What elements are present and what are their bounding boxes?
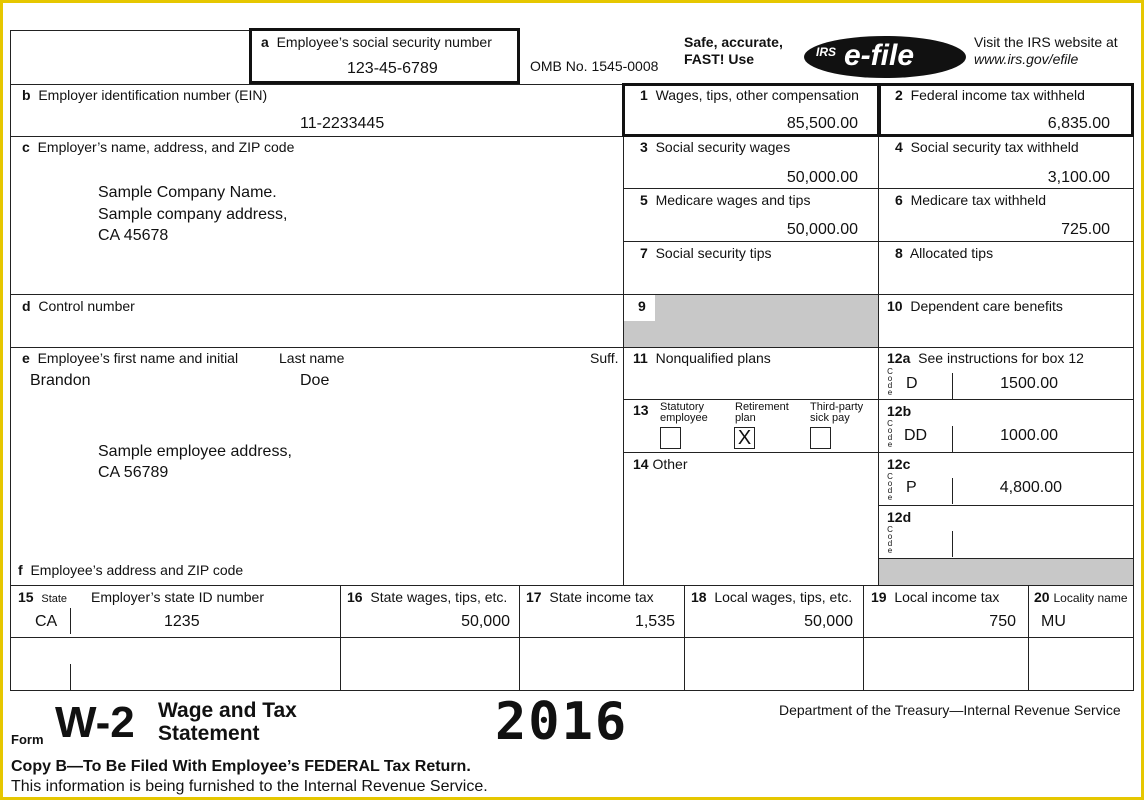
employee-city[interactable]: CA 56789 bbox=[98, 464, 169, 481]
form-title-2: Statement bbox=[158, 722, 260, 745]
efile-promo-2: FAST! Use bbox=[684, 51, 755, 67]
box12b-value[interactable]: 1000.00 bbox=[1000, 427, 1058, 444]
state-wages-value[interactable]: 50,000 bbox=[461, 613, 510, 630]
efile-promo-1: Safe, accurate, bbox=[684, 34, 783, 50]
box5-label: 5 Medicare wages and tips bbox=[640, 192, 811, 208]
box12a-value[interactable]: 1500.00 bbox=[1000, 375, 1058, 392]
state-tax-value[interactable]: 1,535 bbox=[634, 613, 675, 630]
suffix-label: Suff. bbox=[590, 350, 619, 366]
box1-value[interactable]: 85,500.00 bbox=[786, 115, 858, 132]
employee-address-label: f Employee’s address and ZIP code bbox=[18, 562, 244, 578]
box12b-code[interactable]: DD bbox=[904, 427, 928, 444]
box7-label: 7 Social security tips bbox=[640, 245, 772, 261]
ssn-label: a Employee’s social security number bbox=[261, 34, 492, 50]
omb-number: OMB No. 1545-0008 bbox=[530, 58, 659, 74]
box12b-label: 12b bbox=[887, 403, 912, 419]
box12a-label: 12a See instructions for box 12 bbox=[887, 350, 1084, 366]
ssn-value[interactable]: 123-45-6789 bbox=[347, 60, 438, 77]
employee-name-label: e Employee’s first name and initial bbox=[22, 350, 239, 366]
retirement-plan-checkbox[interactable]: X bbox=[734, 427, 755, 449]
last-name-label: Last name bbox=[279, 350, 345, 366]
box6-label: 6 Medicare tax withheld bbox=[895, 192, 1046, 208]
efile-logo-irs: IRS bbox=[816, 45, 837, 59]
employee-last-name[interactable]: Doe bbox=[300, 372, 330, 389]
box12a-code[interactable]: D bbox=[906, 375, 918, 392]
box18-label: 18 Local wages, tips, etc. bbox=[691, 589, 853, 605]
form-title-1: Wage and Tax bbox=[158, 699, 297, 722]
box20-label: 20 Locality name bbox=[1034, 589, 1128, 605]
state-id-value[interactable]: 1235 bbox=[164, 613, 200, 630]
statutory-employee-checkbox[interactable] bbox=[660, 427, 681, 449]
box4-label: 4 Social security tax withheld bbox=[895, 139, 1079, 155]
control-number-label: d Control number bbox=[22, 298, 135, 314]
box4-value[interactable]: 3,100.00 bbox=[1047, 169, 1110, 186]
employee-address[interactable]: Sample employee address, bbox=[98, 443, 292, 460]
box9-shaded bbox=[655, 295, 878, 347]
info-line: This information is being furnished to the Internal Revenue Service. bbox=[11, 778, 488, 795]
efile-logo-text: e-file bbox=[844, 39, 915, 72]
department-label: Department of the Treasury—Internal Revenue Service bbox=[779, 702, 1121, 718]
box9-label: 9 bbox=[638, 298, 646, 314]
box12c-label: 12c bbox=[887, 456, 911, 472]
copy-b-line: Copy B—To Be Filed With Employee’s FEDERAL Tax Return. bbox=[11, 758, 471, 775]
employer-name-label: c Employer’s name, address, and ZIP code bbox=[22, 139, 295, 155]
ein-value[interactable]: 11-2233445 bbox=[300, 115, 385, 132]
third-party-sick-pay-checkbox[interactable] bbox=[810, 427, 831, 449]
form-code: W-2 bbox=[55, 698, 135, 747]
state-value[interactable]: CA bbox=[35, 613, 58, 630]
box6-value[interactable]: 725.00 bbox=[1061, 221, 1110, 238]
locality-value[interactable]: MU bbox=[1041, 613, 1066, 630]
box17-label: 17 State income tax bbox=[526, 589, 654, 605]
box13-retirement-label-1: Retirement bbox=[735, 401, 789, 413]
ein-label: b Employer identification number (EIN) bbox=[22, 87, 268, 103]
irs-efile-logo bbox=[804, 36, 966, 78]
box13-label: 13 bbox=[633, 402, 649, 418]
box12d-shaded-bottom bbox=[879, 559, 1133, 585]
box8-label: 8 Allocated tips bbox=[895, 245, 994, 261]
box13-statutory-label-2: employee bbox=[660, 412, 708, 424]
box16-label: 16 State wages, tips, etc. bbox=[347, 589, 508, 605]
box12c-code[interactable]: P bbox=[906, 479, 917, 496]
box9-shaded-lower bbox=[624, 321, 655, 347]
form-word: Form bbox=[11, 732, 44, 747]
local-wages-value[interactable]: 50,000 bbox=[804, 613, 853, 630]
box12c-value[interactable]: 4,800.00 bbox=[999, 479, 1062, 496]
employee-first-name[interactable]: Brandon bbox=[30, 372, 91, 389]
employer-city[interactable]: CA 45678 bbox=[98, 227, 169, 244]
box3-label: 3 Social security wages bbox=[640, 139, 791, 155]
box12d-label: 12d bbox=[887, 509, 912, 525]
box15-label: 15 State bbox=[18, 589, 68, 605]
box1-label: 1 Wages, tips, other compensation bbox=[640, 87, 859, 103]
box3-value[interactable]: 50,000.00 bbox=[786, 169, 858, 186]
box2-label: 2 Federal income tax withheld bbox=[895, 87, 1085, 103]
box2-value[interactable]: 6,835.00 bbox=[1047, 115, 1110, 132]
employer-name[interactable]: Sample Company Name. bbox=[98, 184, 277, 201]
box13-thirdparty-label-2: sick pay bbox=[810, 412, 850, 424]
employer-address[interactable]: Sample company address, bbox=[98, 206, 288, 223]
employer-state-id-label: Employer’s state ID number bbox=[91, 589, 264, 605]
local-tax-value[interactable]: 750 bbox=[989, 613, 1016, 630]
box13-thirdparty-label-1: Third-party bbox=[810, 401, 864, 413]
box5-value[interactable]: 50,000.00 bbox=[786, 221, 858, 238]
box14-label: 14 Other bbox=[633, 456, 688, 472]
irs-site-line2[interactable]: www.irs.gov/efile bbox=[974, 51, 1079, 67]
box19-label: 19 Local income tax bbox=[871, 589, 1000, 605]
tax-year: 2016 bbox=[495, 692, 629, 752]
box11-label: 11 Nonqualified plans bbox=[633, 350, 771, 366]
box13-statutory-label-1: Statutory bbox=[660, 401, 705, 413]
irs-site-line1: Visit the IRS website at bbox=[974, 34, 1118, 50]
box10-label: 10 Dependent care benefits bbox=[887, 298, 1063, 314]
box13-retirement-label-2: plan bbox=[735, 412, 756, 424]
